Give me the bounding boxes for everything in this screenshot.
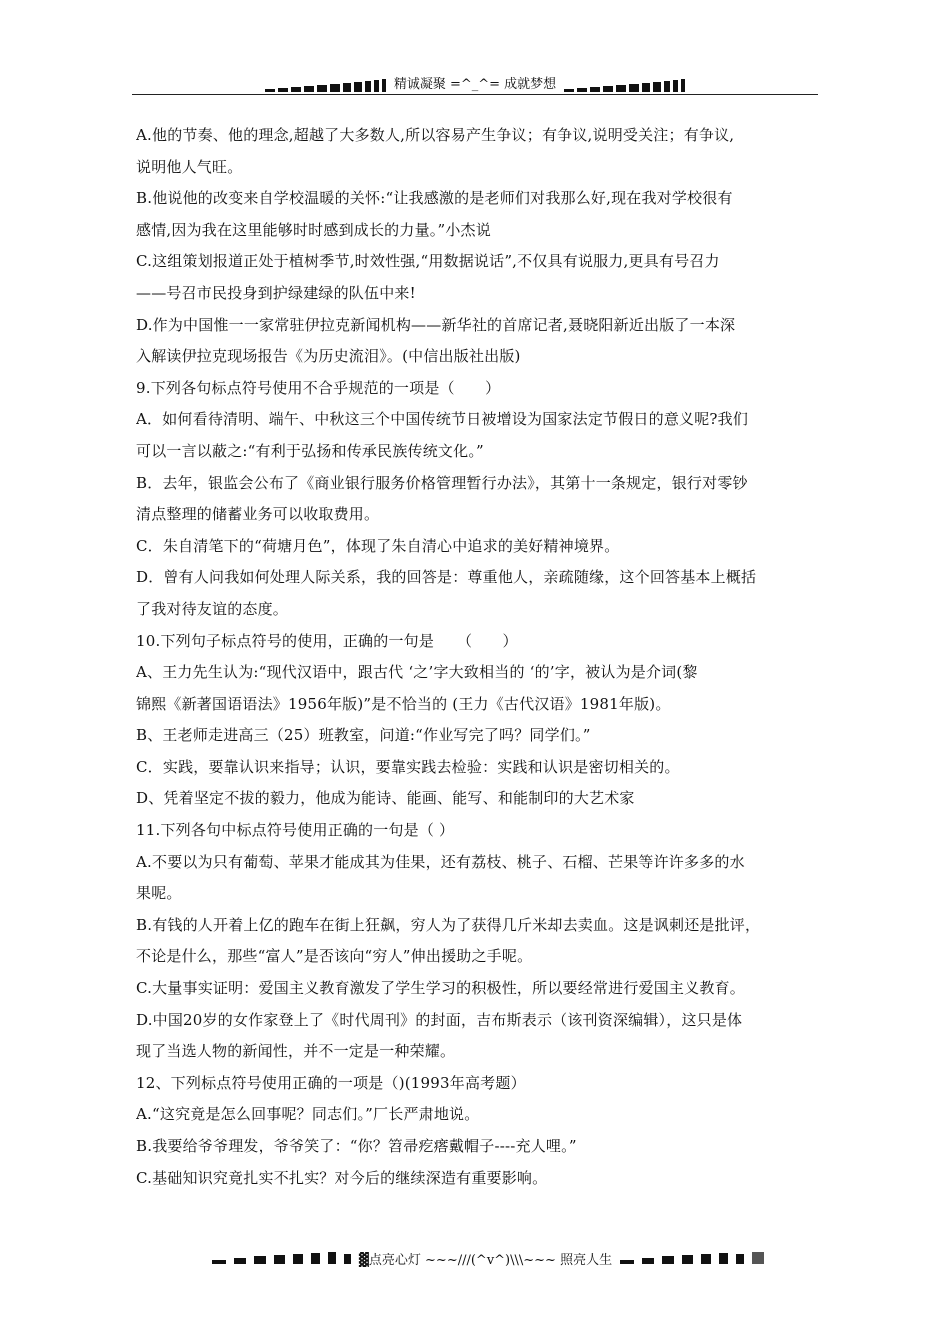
text-line: B.他说他的改变来自学校温暖的关怀:“让我感激的是老师们对我那么好,现在我对学校很有: [136, 189, 733, 208]
text-line: 感情,因为我在这里能够时时感到成长的力量。”小杰说: [136, 220, 491, 239]
question-10-stem: 10.下列句子标点符号的使用，正确的一句是 （ ）: [136, 631, 518, 650]
text-line: D．曾有人问我如何处理人际关系，我的回答是：尊重他人，亲疏随缘，这个回答基本上概括: [136, 568, 757, 587]
text-line: D.中国20岁的女作家登上了《时代周刊》的封面，吉布斯表示（该刊资深编辑），这只是体: [136, 1010, 743, 1029]
text-line: B、王老师走进高三（25）班教室，问道:“作业写完了吗？同学们。”: [136, 726, 591, 745]
text-line: A、王力先生认为:“现代汉语中，跟古代 ‘之’字大致相当的 ‘的’字，被认为是介词(黎: [136, 663, 698, 682]
text-line: A.“这究竟是怎么回事呢？同志们。”厂长严肃地说。: [136, 1105, 480, 1124]
text-line: 现了当选人物的新闻性，并不一定是一种荣耀。: [136, 1042, 456, 1061]
header-text: 精诚凝聚 =^_^= 成就梦想: [393, 77, 557, 92]
question-11-stem: 11.下列各句中标点符号使用正确的一句是（ ）: [136, 821, 455, 840]
question-12-stem: 12、下列标点符号使用正确的一项是（)(1993年高考题）: [136, 1073, 526, 1092]
text-line: 入解读伊拉克现场报告《为历史流泪》。(中信出版社出版): [136, 347, 521, 366]
text-line: D、凭着坚定不拔的毅力，他成为能诗、能画、能写、和能制印的大艺术家: [136, 789, 635, 808]
text-line: B．去年，银监会公布了《商业银行服务价格管理暂行办法》，其第十一条规定，银行对零钞: [136, 473, 748, 492]
text-line: C.大量事实证明：爱国主义教育激发了学生学习的积极性，所以要经常进行爱国主义教育。: [136, 979, 745, 998]
document-body: [136, 120, 816, 1194]
text-line: B.有钱的人开着上亿的跑车在街上狂飙，穷人为了获得几斤米却去卖血。这是讽刺还是批评，: [136, 915, 761, 934]
text-line: A.他的节奏、他的理念,超越了大多数人,所以容易产生争议；有争议,说明受关注；有争议,: [136, 126, 735, 144]
footer-text: ▓点亮心灯 ~~~///(^v^)\\\~~~ 照亮人生: [358, 1252, 613, 1268]
text-line: C.这组策划报道正处于植树季节,时效性强,“用数据说话”,不仅具有说服力,更具有号召力: [136, 252, 720, 271]
text-line: 说明他人气旺。: [136, 157, 243, 176]
text-line: 不论是什么，那些“富人”是否该向“穷人”伸出援助之手呢。: [136, 947, 533, 966]
text-line: 可以一言以蔽之:“有利于弘扬和传承民族传统文化。”: [136, 441, 484, 460]
text-line: C.基础知识究竟扎实不扎实？对今后的继续深造有重要影响。: [136, 1168, 548, 1187]
header-right-bars: [564, 79, 685, 92]
text-line: 了我对待友谊的态度。: [136, 599, 289, 618]
text-line: C．实践，要靠认识来指导；认识，要靠实践去检验：实践和认识是密切相关的。: [136, 757, 680, 776]
footer-right-bars: [620, 1252, 764, 1264]
page-header: [132, 70, 818, 95]
page-footer: [158, 1248, 818, 1268]
header-left-bars: [265, 79, 386, 92]
text-line: B.我要给爷爷理发，爷爷笑了：“你？笤帚疙瘩戴帽子----充人哩。”: [136, 1137, 577, 1155]
text-line: A.不要以为只有葡萄、苹果才能成其为佳果，还有荔枝、桃子、石榴、芒果等许许多多的水: [136, 852, 745, 871]
text-line: 清点整理的储蓄业务可以收取费用。: [136, 505, 380, 524]
text-line: 果呢。: [136, 884, 182, 903]
question-9-stem: 9.下列各句标点符号使用不合乎规范的一项是（ ）: [136, 378, 501, 397]
text-line: 锦熙《新著国语语法》1956年版)”是不恰当的 (王力《古代汉语》1981年版)。: [136, 694, 671, 713]
text-line: ——号召市民投身到护绿建绿的队伍中来!: [136, 283, 416, 302]
text-line: C．朱自清笔下的“荷塘月色”，体现了朱自清心中追求的美好精神境界。: [136, 536, 620, 555]
footer-left-bars: [212, 1252, 351, 1264]
text-line: D.作为中国惟一一家常驻伊拉克新闻机构——新华社的首席记者,聂晓阳新近出版了一本深: [136, 315, 736, 334]
text-line: A．如何看待清明、端午、中秋这三个中国传统节日被增设为国家法定节假日的意义呢?我们: [136, 410, 749, 429]
